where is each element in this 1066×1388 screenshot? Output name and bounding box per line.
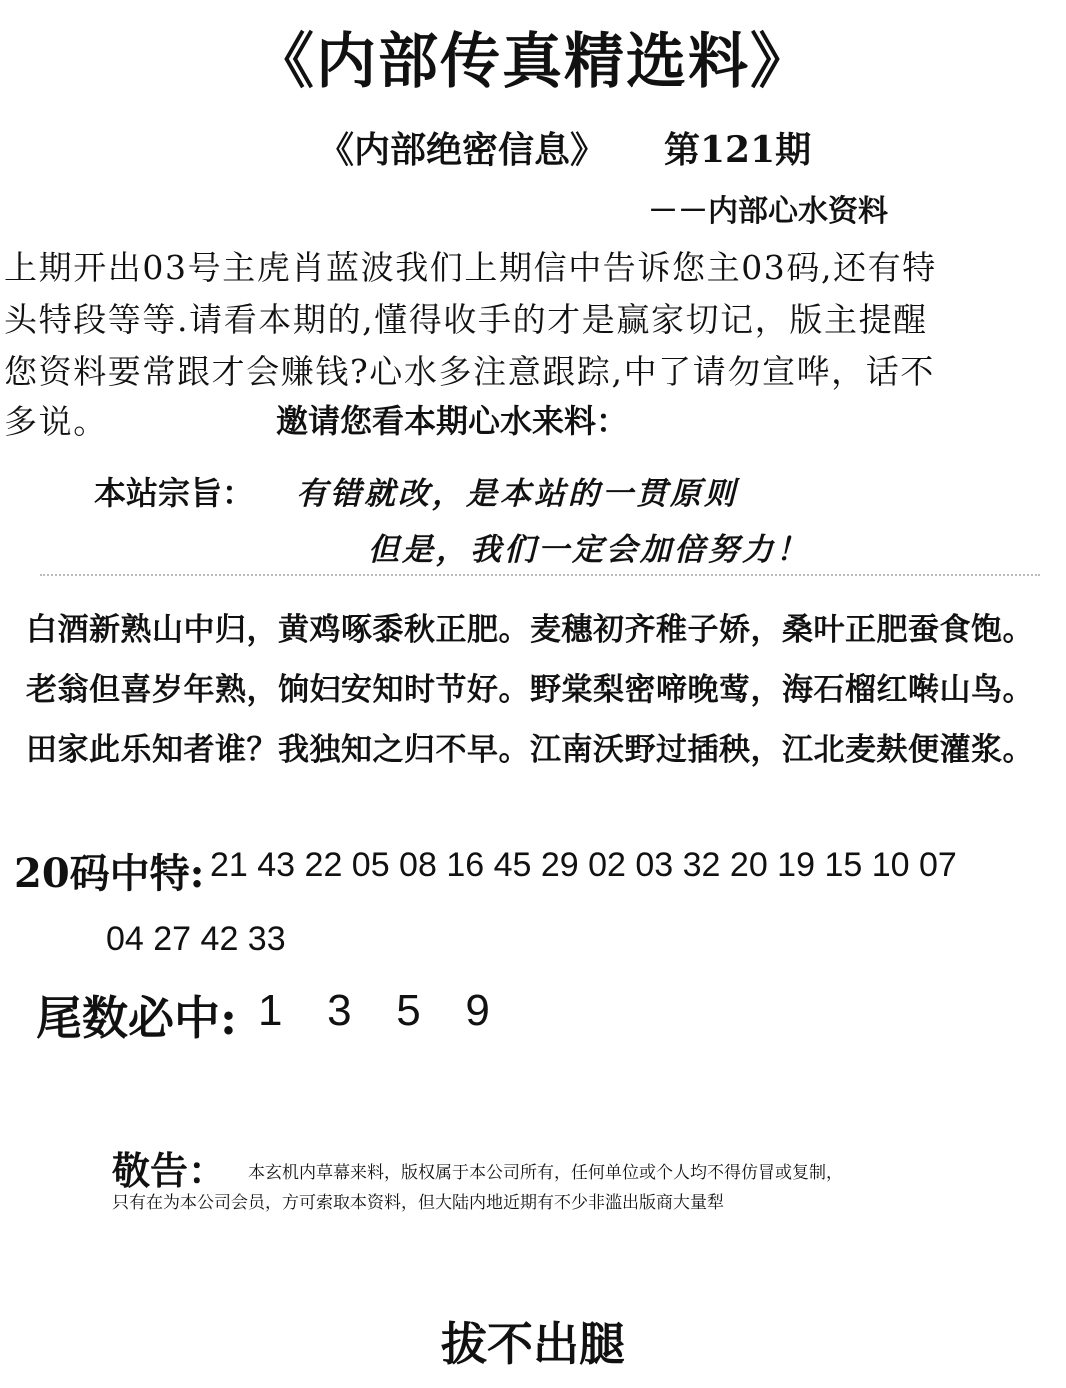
notice-label: 敬告： <box>112 1148 227 1193</box>
section-divider <box>40 574 1040 576</box>
mission-line-2: 但是，我们一定会加倍努力！ <box>368 532 810 568</box>
intro-line-2: 头特段等等.请看本期的,懂得收手的才是赢家切记，版主提醒 <box>4 300 928 339</box>
mission-label: 本站宗旨： <box>94 474 255 512</box>
poem-line-2: 老翁但喜岁年熟，饷妇安知时节好。野棠梨密啼晚莺，海石榴红啭山鸟。 <box>26 672 1034 708</box>
codes-values-line-1: 21 43 22 05 08 16 45 29 02 03 32 20 19 15 10 07 <box>210 846 957 884</box>
invite-text: 邀请您看本期心水来料： <box>276 402 629 440</box>
intro-line-1: 上期开出03号主虎肖蓝波我们上期信中告诉您主03码,还有特 <box>4 248 937 287</box>
codes-values-line-2: 04 27 42 33 <box>106 920 286 958</box>
intro-line-4: 多说。 <box>4 402 108 441</box>
footer-text: 拔不出腿 <box>441 1317 625 1371</box>
tail-label: 尾数必中: <box>36 991 237 1045</box>
intro-line-3: 您资料要常跟才会赚钱?心水多注意跟踪,中了请勿宣哗，话不 <box>4 352 935 391</box>
source-label: －－内部心水资料 <box>648 194 888 229</box>
subtitle: 《内部绝密信息》 <box>318 129 607 171</box>
mission-line-1: 有错就改，是本站的一贯原则 <box>296 476 738 512</box>
notice-line-2: 只有在为本公司会员，方可索取本资料，但大陆内地近期有不少非滥出版商大量犁 <box>112 1193 724 1213</box>
tail-values: 1 3 5 9 <box>258 986 492 1035</box>
poem-line-1: 白酒新熟山中归，黄鸡啄黍秋正肥。麦穗初齐稚子娇，桑叶正肥蚕食饱。 <box>26 612 1034 648</box>
codes-label: 20码中特: <box>14 850 205 897</box>
poem-line-3: 田家此乐知者谁？我独知之归不早。江南沃野过插秧，江北麦麸便灌浆。 <box>26 732 1034 768</box>
page-title: 《内部传真精选料》 <box>254 27 812 97</box>
notice-line-1: 本玄机内草幕来料，版权属于本公司所有，任何单位或个人均不得仿冒或复制， <box>248 1163 843 1183</box>
issue-number: 第121期 <box>664 129 812 171</box>
